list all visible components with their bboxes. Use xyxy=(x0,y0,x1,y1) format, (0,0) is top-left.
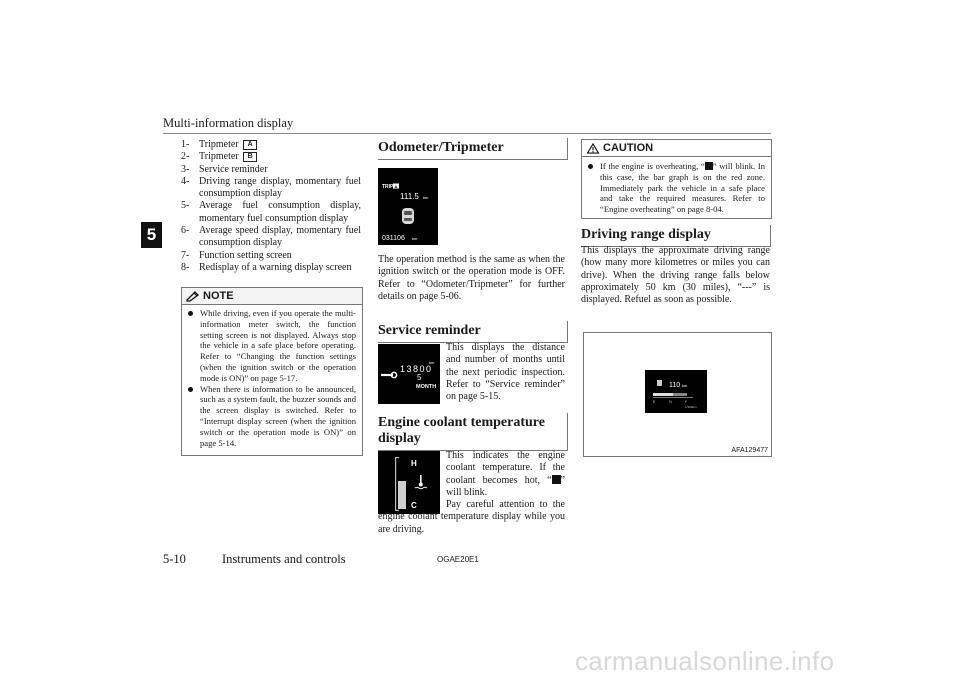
tripmeter-b-icon: B xyxy=(243,152,257,162)
service-heading: Service reminder xyxy=(378,321,568,343)
range-value: 110 xyxy=(669,382,681,389)
svg-text:L/100km: L/100km xyxy=(685,405,697,409)
list-item: 4- Driving range display, momentary fuel consumption display xyxy=(181,175,361,200)
note-header xyxy=(182,288,362,305)
tripmeter-a-icon: A xyxy=(243,140,257,150)
figure-caption: AFA129477 xyxy=(731,447,768,454)
item-list xyxy=(181,139,361,274)
svg-text:km: km xyxy=(682,383,688,388)
range-figure xyxy=(583,332,772,457)
list-item: 1- Tripmeter A xyxy=(181,139,361,151)
list-item: 7- Function setting screen xyxy=(181,249,292,261)
fuel-consumption-bar xyxy=(653,393,673,396)
fuel-pump-icon xyxy=(657,380,662,386)
odometer-value: 031106 xyxy=(382,235,405,242)
coolant-cold-label: C xyxy=(411,501,417,510)
service-display-image xyxy=(378,344,440,404)
svg-text:km: km xyxy=(412,236,418,241)
svg-text:km: km xyxy=(423,195,429,200)
range-display-image xyxy=(645,370,707,413)
temperature-warning-icon xyxy=(705,162,713,170)
footer-section-title: Instruments and controls xyxy=(222,552,346,566)
document-code: OGAE20E1 xyxy=(437,555,479,564)
svg-text:½: ½ xyxy=(669,400,672,404)
list-item: 6- Average speed display, momentary fuel consumption display xyxy=(181,225,361,249)
svg-text:MONTH: MONTH xyxy=(416,384,437,390)
svg-text:E: E xyxy=(653,400,656,404)
list-item: 2- Tripmeter B xyxy=(181,151,361,163)
list-item: 8- Redisplay of a warning display screen xyxy=(181,261,352,273)
coolant-heading: Engine coolant temperature display xyxy=(378,413,568,451)
range-heading: Driving range display xyxy=(581,225,771,247)
left-column xyxy=(181,139,361,274)
note-box xyxy=(181,287,363,456)
chapter-tab: 5 xyxy=(141,222,162,248)
caution-box xyxy=(581,139,772,219)
caution-body xyxy=(582,157,771,219)
note-pencil-icon xyxy=(186,291,200,302)
svg-text:F: F xyxy=(685,400,688,404)
svg-text:A: A xyxy=(394,183,398,189)
coolant-text-side: This indicates the engine coolant temperature. If the coolant becomes hot, “ ” will blink. xyxy=(446,450,565,498)
service-text: This displays the distance and number of months until the next periodic inspection. Refer to “Service reminder” on page 5-15. xyxy=(446,342,565,403)
wrench-icon xyxy=(381,372,397,377)
coolant-text-full: Pay careful attention to the engine coolant temperature display while you are driving. xyxy=(378,499,565,535)
running-header: Multi-information display xyxy=(163,116,294,130)
header-rule xyxy=(163,133,771,134)
note-item: When there is information to be announced, such as a system fault, the buzzer sounds and the screen display is switched. Refer to “Interrupt display screen (when the ignition switch or the operation mode is ON)” on page 5-14. xyxy=(188,384,356,449)
trip-label: TRIP xyxy=(382,184,394,190)
watermark: carmanualsonline.info xyxy=(575,646,835,676)
service-distance: 13800 xyxy=(400,364,433,374)
warning-triangle-icon xyxy=(586,143,600,154)
range-text: This displays the approximate driving range (how many more kilometres or miles you can drive). When the driving range falls below approximately 50 km (30 miles), “---” is displayed. Refuel as soon as possible. xyxy=(581,245,770,306)
note-body xyxy=(182,305,362,452)
list-item: 3- Service reminder xyxy=(181,163,268,175)
temperature-warning-icon xyxy=(552,475,561,484)
thermometer-icon xyxy=(415,475,427,489)
coolant-hot-label: H xyxy=(411,459,417,468)
odometer-display-image xyxy=(378,168,438,245)
odometer-text: The operation method is the same as when the ignition switch or the operation mode is OFF. Refer to “Odometer/Tripmeter” for further details on page 5-06. xyxy=(378,254,565,302)
note-item: While driving, even if you operate the multi-information meter switch, the function setting screen is not displayed. Always stop the vehicle in a safe place before operating. Refer to “Changing the function settings (when the ignition switch or the operation mode is ON)” on page 5-17. xyxy=(188,308,356,384)
caution-header xyxy=(582,140,771,157)
svg-text:km: km xyxy=(429,360,435,365)
car-icon xyxy=(402,208,414,224)
odometer-heading: Odometer/Tripmeter xyxy=(378,138,568,160)
trip-value: 111.5 xyxy=(400,192,419,201)
service-months: 5 xyxy=(417,373,422,382)
note-label: NOTE xyxy=(203,290,234,302)
page-number: 5-10 xyxy=(163,552,186,566)
caution-item: If the engine is overheating, “ ” will blink. In this case, the bar graph is on the red zone. Immediately park the vehicle in a safe place and take the required measures. Refer to “Engine overheating” on page 8-04. xyxy=(588,161,765,215)
caution-label: CAUTION xyxy=(603,142,654,154)
list-item: 5- Average fuel consumption display, momentary fuel consumption display xyxy=(181,200,361,224)
